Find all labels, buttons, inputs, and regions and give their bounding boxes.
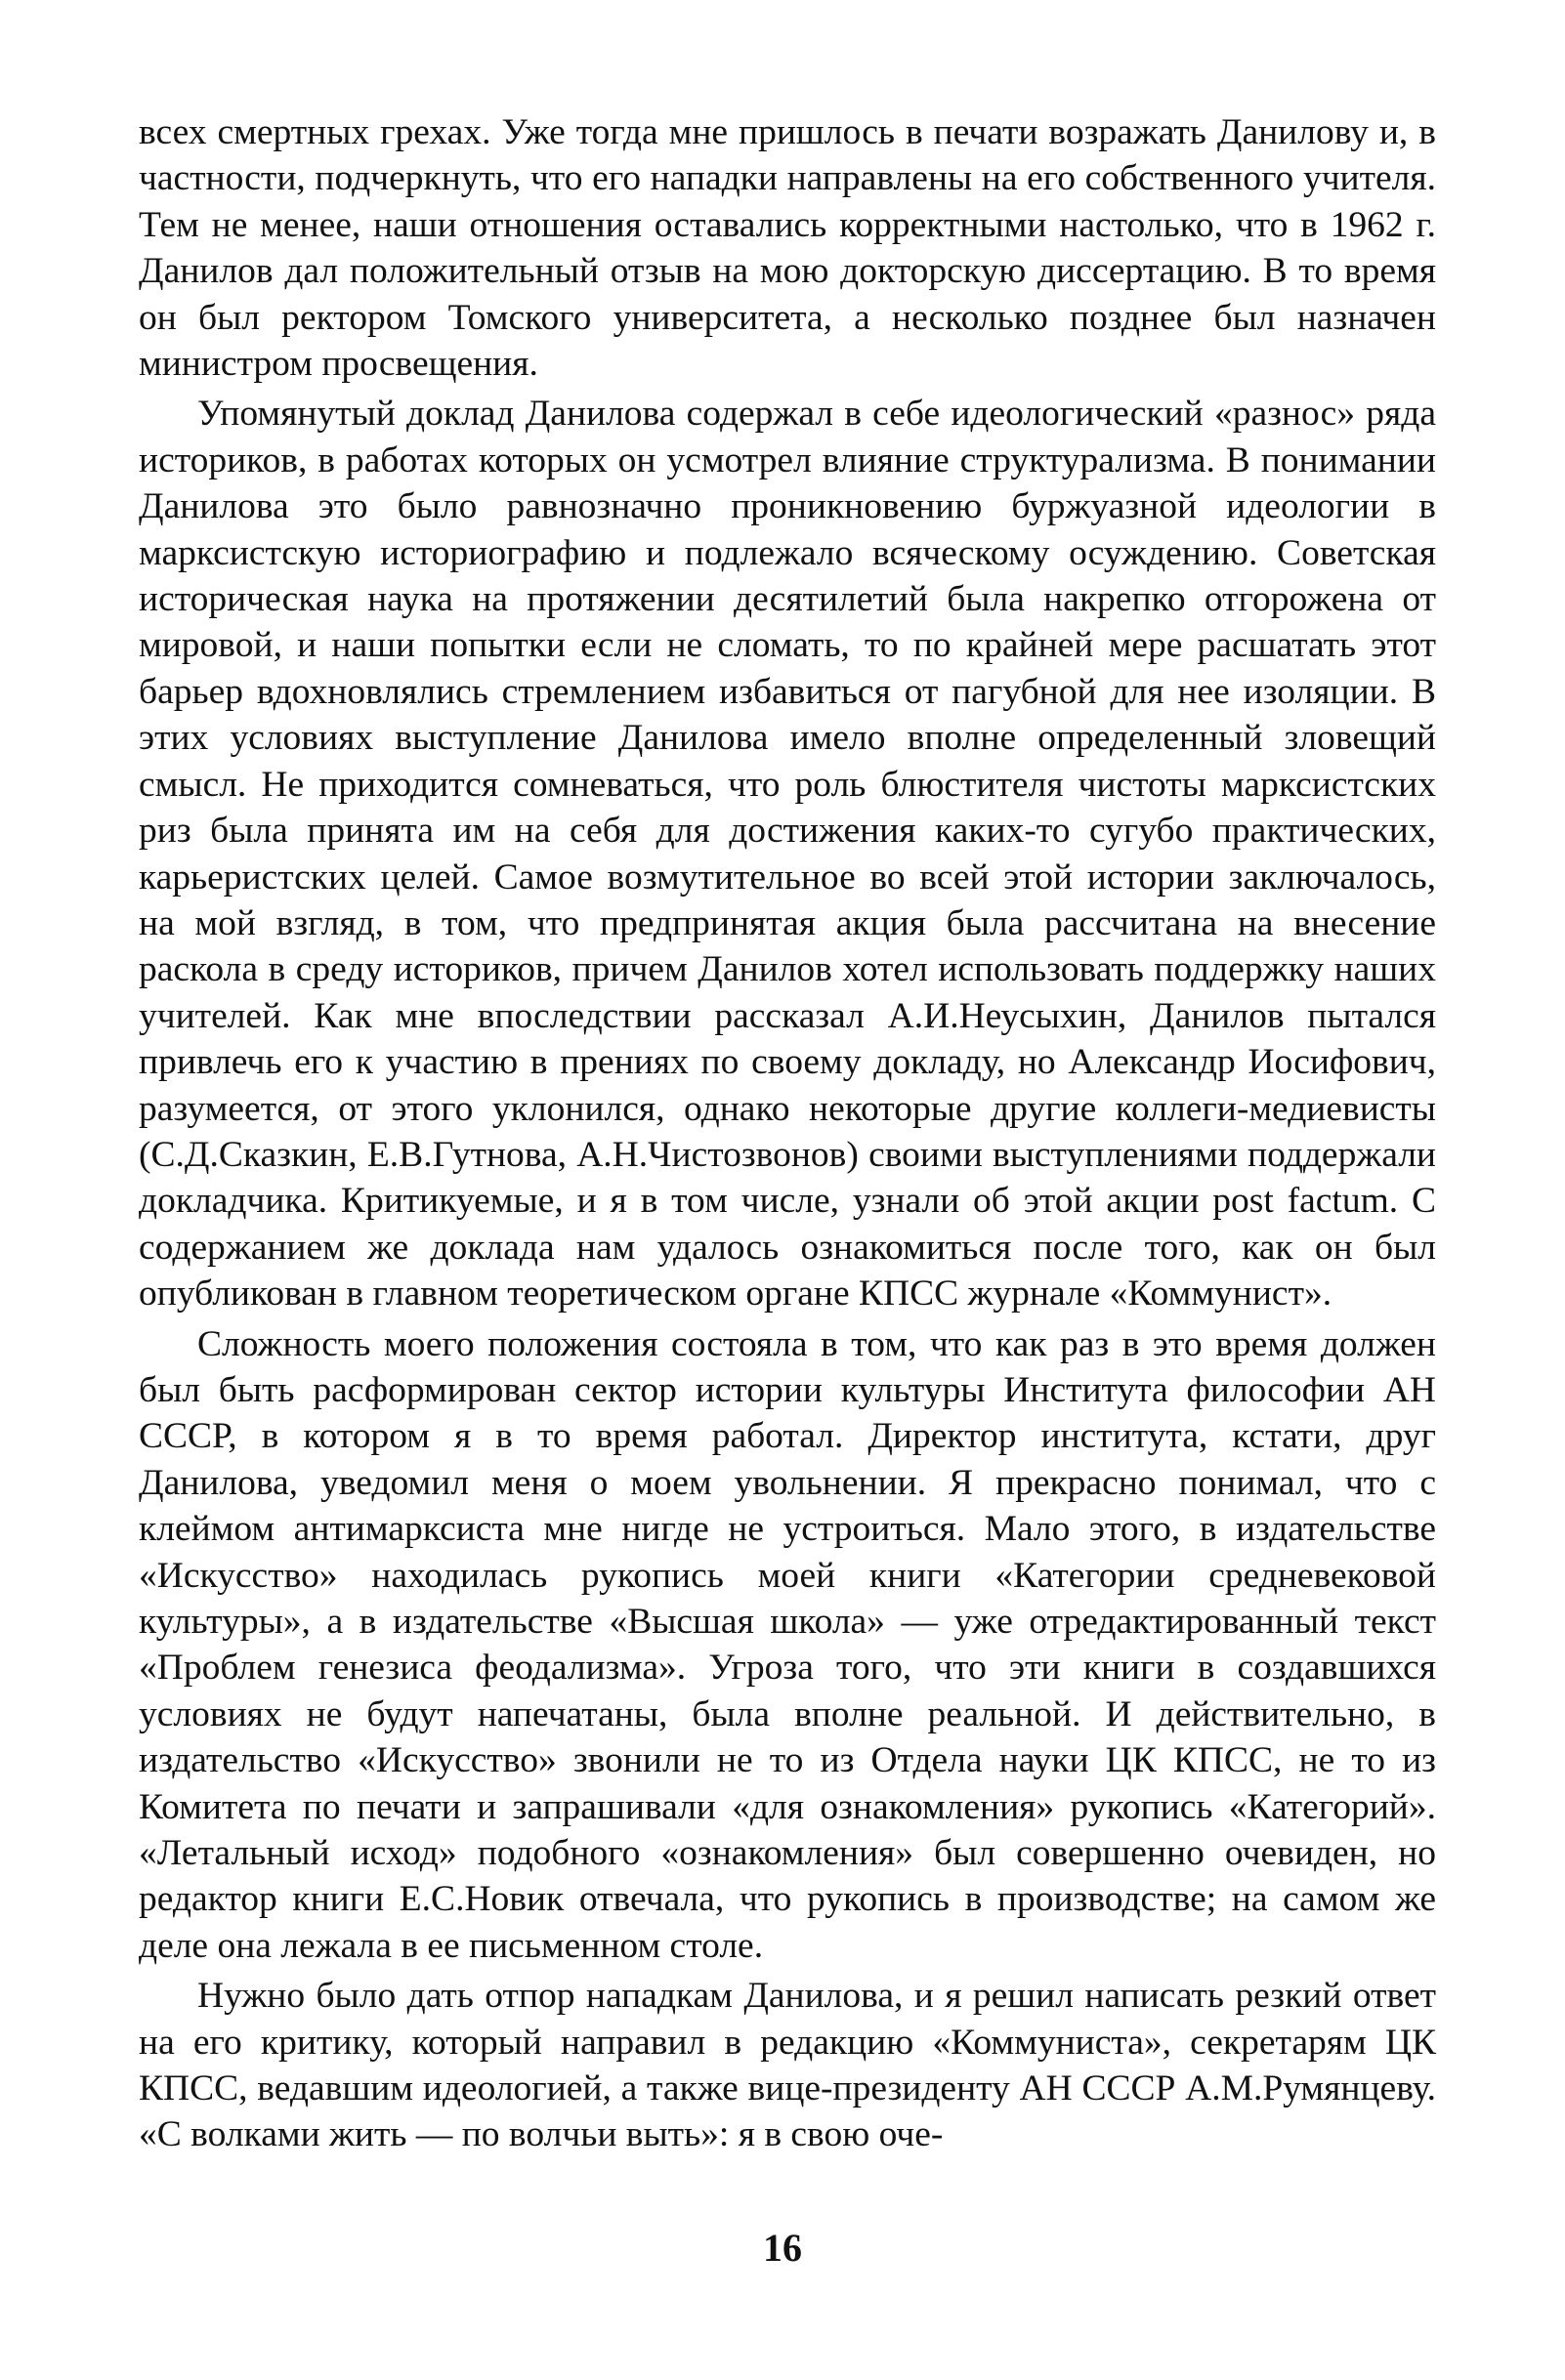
paragraph-3: Сложность моего положения состояла в том, что как раз в это время должен был быть расформирован сектор истории культуры Института философии АН СССР, в котором я в то время работал. Директор института, кстати, друг Данилова, уведомил меня о моем увольнении. Я прекрасно понимал, что с клеймом антимарксиста мне нигде не устроиться. Мало этого, в издательстве «Искусство» находилась рукопись моей книги «Категории средневековой культуры», а в издательстве «Высшая школа» — уже отредактированный текст «Проблем генезиса феодализма». Угроза того, что эти книги в создавшихся условиях не будут напечатаны, была вполне реальной. И действительно, в издательство «Искусство» звонили не то из Отдела науки ЦК КПСС, не то из Комитета по печати и запрашивали «для ознакомления» рукопись «Категорий». «Летальный исход» подобного «ознакомления» был совершенно очевиден, но редактор книги Е.С.Новик отвечала, что рукопись в производстве; на самом же деле она лежала в ее письменном столе. [139, 1323, 1436, 1966]
paragraph-1: всех смертных грехах. Уже тогда мне пришлось в печати возражать Данилову и, в частности, подчеркнуть, что его нападки направлены на его собственного учителя. Тем не менее, наши отношения оставались корректными настолько, что в 1962 г. Данилов дал положительный отзыв на мою докторскую диссертацию. В то время он был ректором Томского университета, а несколько позднее был назначен министром просвещения. [139, 112, 1436, 385]
paragraph-4: Нужно было дать отпор нападкам Данилова, и я решил написать резкий ответ на его критику, который направил в редакцию «Коммуниста», секретарям ЦК КПСС, ведавшим идеологией, а также вице-президенту АН СССР А.М.Румянцеву. «С волками жить — по волчьи выть»: я в свою оче- [139, 1976, 1436, 2155]
page-number: 16 [763, 2226, 802, 2270]
body-text [139, 109, 1436, 2158]
paragraph-2: Упомянутый доклад Данилова содержал в себе идеологический «разнос» ряда историков, в работах которых он усмотрел влияние структурализма. В понимании Данилова это было равнозначно проникновению буржуазной идеологии в марксистскую историографию и подлежало всяческому осуждению. Советская историческая наука на протяжении десятилетий была накрепко отгорожена от мировой, и наши попытки если не сломать, то по крайней мере расшатать этот барьер вдохновлялись стремлением избавиться от пагубной для нее изоляции. В этих условиях выступление Данилова имело вполне определенный зловещий смысл. Не приходится сомневаться, что роль блюстителя чистоты марксистских риз была принята им на себя для достижения каких-то сугубо практических, карьеристских целей. Самое возмутительное во всей этой истории заключалось, на мой взгляд, в том, что предпринятая акция была рассчитана на внесение раскола в среду историков, причем Данилов хотел использовать поддержку наших учителей. Как мне впоследствии рассказал А.И.Неусыхин, Данилов пытался привлечь его к участию в прениях по своему докладу, но Александр Иосифович, разумеется, от этого уклонился, однако некоторые другие коллеги-медиевисты (С.Д.Сказкин, Е.В.Гутнова, А.Н.Чистозвонов) своими выступлениями поддержали докладчика. Критикуемые, и я в том числе, узнали об этой акции post factum. С содержанием же доклада нам удалось ознакомиться после того, как он был опубликован в главном теоретическом органе КПСС журнале «Коммунист». [139, 394, 1436, 1315]
